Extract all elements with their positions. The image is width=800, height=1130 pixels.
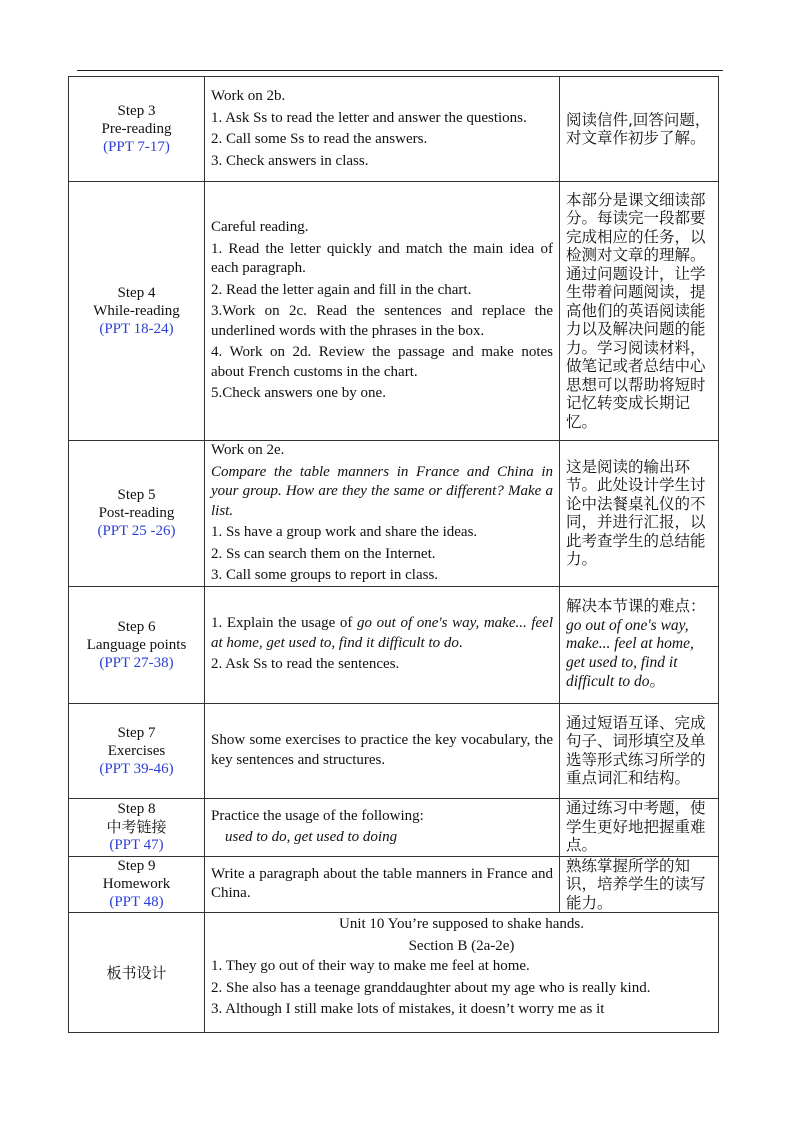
table-row-step-7 — [69, 703, 719, 798]
procedure-line: 2. Ss can search them on the Internet. — [211, 545, 436, 562]
table-row-step-3 — [69, 77, 719, 182]
step-stage: Homework — [102, 876, 171, 893]
step-cell — [69, 703, 205, 798]
procedure-cell — [205, 586, 560, 703]
ppt-range: (PPT 18-24) — [99, 321, 174, 337]
board-sentence: 1. They go out of their way to make me feel at home. — [211, 958, 530, 974]
purpose-punct: 。 — [649, 672, 666, 691]
step-cell — [69, 77, 205, 182]
board-label: 板书设计 — [106, 963, 167, 982]
board-section: Section B (2a-2e) — [408, 937, 515, 954]
step-number: Step 4 — [117, 285, 156, 301]
table-row-step-8 — [69, 798, 719, 856]
procedure-punct: . — [458, 634, 463, 651]
procedure-line: 1. Ask Ss to read the letter and answer the questions. — [211, 109, 527, 126]
purpose-cell — [560, 77, 719, 182]
step-stage: Pre-reading — [101, 121, 172, 137]
purpose-cell — [560, 856, 719, 913]
procedure-cell — [205, 182, 560, 441]
ppt-range: (PPT 47) — [109, 837, 164, 853]
step-stage: Exercises — [107, 742, 166, 759]
board-label-cell — [69, 913, 205, 1033]
procedure-cell — [205, 77, 560, 182]
step-number: Step 8 — [117, 801, 156, 817]
step-stage: Language points — [86, 636, 187, 653]
table-row-step-5 — [69, 441, 719, 587]
procedure-line: 2. Read the letter again and fill in the chart. — [211, 281, 472, 298]
table-row-board-design — [69, 913, 719, 1033]
procedure-line: Work on 2e. — [211, 442, 285, 458]
table-row-step-4 — [69, 182, 719, 441]
purpose-cell — [560, 798, 719, 856]
board-sentence: 3. Although I still make lots of mistakes, it doesn’t worry me as it — [211, 1001, 605, 1017]
procedure-line: Show some exercises to practice the key vocabulary, the key sentences and structures. — [211, 732, 553, 768]
purpose-text: 阅读信件,回答问题，对文章作初步了解。 — [566, 110, 711, 147]
step-cell — [69, 856, 205, 913]
ppt-range: (PPT 27-38) — [99, 654, 174, 671]
procedure-line: Write a paragraph about the table manners in France and China. — [211, 865, 553, 902]
purpose-text: 通过短语互译、完成句子、词形填空及单选等形式练习所学的重点词汇和结构。 — [566, 713, 706, 787]
phrase-list: go out of one's way, make... feel at home, get used to, find it difficult to do — [211, 615, 554, 651]
procedure-line: Practice the usage of the following: — [211, 807, 424, 824]
task-instruction: Compare the table manners in France and China in your group. How are they the same or different? Make a list. — [211, 463, 553, 519]
step-stage: Post-reading — [98, 505, 175, 522]
procedure-line: 1. Ss have a group work and share the ideas. — [211, 524, 478, 540]
ppt-range: (PPT 48) — [109, 894, 164, 911]
ppt-range: (PPT 25 -26) — [97, 523, 176, 540]
procedure-line: 3.Work on 2c. Read the sentences and replace the underlined words with the phrases in the box. — [211, 303, 553, 339]
step-number: Step 9 — [117, 858, 156, 875]
step-cell — [69, 441, 205, 587]
procedure-line: Careful reading. — [211, 219, 309, 236]
step-cell — [69, 182, 205, 441]
procedure-cell — [205, 441, 560, 587]
purpose-cell — [560, 586, 719, 703]
step-stage: 中考链接 — [106, 818, 167, 836]
procedure-cell — [205, 703, 560, 798]
purpose-text: 熟练掌握所学的知识，培养学生的读写能力。 — [566, 856, 706, 912]
ppt-range: (PPT 39-46) — [99, 760, 174, 777]
board-content-cell — [205, 913, 719, 1033]
procedure-line: 2. Call some Ss to read the answers. — [211, 131, 428, 147]
ppt-range: (PPT 7-17) — [103, 139, 170, 155]
purpose-text: 本部分是课文细读部分。每读完一段都要完成相应的任务，以检测对文章的理解。通过问题设计，让学生带着问题阅读，提高他们的英语阅读能力以及解决问题的能力。学习阅读材料，做笔记或者总结中心思想可以帮助将短时记忆转变成长期记忆。 — [566, 190, 706, 431]
step-number: Step 3 — [117, 103, 156, 119]
procedure-line: 3. Check answers in class. — [211, 152, 369, 169]
procedure-line: 4. Work on 2d. Review the passage and make notes about French customs in the chart. — [211, 344, 553, 380]
header-rule — [77, 70, 723, 71]
board-title: Unit 10 You’re supposed to shake hands. — [339, 916, 584, 932]
procedure-line: 3. Call some groups to report in class. — [211, 567, 439, 583]
purpose-cell — [560, 441, 719, 587]
procedure-cell — [205, 798, 560, 856]
procedure-line: 2. Ask Ss to read the sentences. — [211, 656, 400, 673]
step-number: Step 5 — [117, 487, 156, 504]
purpose-cell — [560, 182, 719, 441]
table-row-step-6 — [69, 586, 719, 703]
step-number: Step 6 — [117, 618, 156, 635]
step-stage: While-reading — [93, 303, 180, 319]
step-number: Step 7 — [117, 724, 156, 741]
purpose-text — [566, 597, 714, 692]
purpose-cell — [560, 703, 719, 798]
purpose-label: 解决本节课的难点： — [566, 597, 706, 616]
step-cell — [69, 798, 205, 856]
board-sentence: 2. She also has a teenage granddaughter about my age who is really kind. — [211, 979, 651, 996]
purpose-text: 通过练习中考题，使学生更好地把握重难点。 — [566, 799, 706, 855]
procedure-line: 1. Read the letter quickly and match the main idea of each paragraph. — [211, 240, 553, 277]
procedure-line — [211, 614, 553, 653]
table-row-step-9 — [69, 856, 719, 913]
procedure-cell — [205, 856, 560, 913]
lesson-plan-table — [68, 76, 719, 1033]
purpose-text: 这是阅读的输出环节。此处设计学生讨论中法餐桌礼仪的不同，并进行汇报，以此考查学生的总结能力。 — [566, 457, 706, 569]
step-cell — [69, 586, 205, 703]
procedure-line: 5.Check answers one by one. — [211, 385, 386, 402]
phrase-list: used to do, get used to doing — [225, 829, 398, 845]
procedure-line: Work on 2b. — [211, 88, 286, 104]
phrase-list: go out of one's way, make... feel at home, get used to, find it difficult to do — [566, 616, 694, 691]
procedure-text: 1. Explain the usage of — [211, 615, 358, 632]
